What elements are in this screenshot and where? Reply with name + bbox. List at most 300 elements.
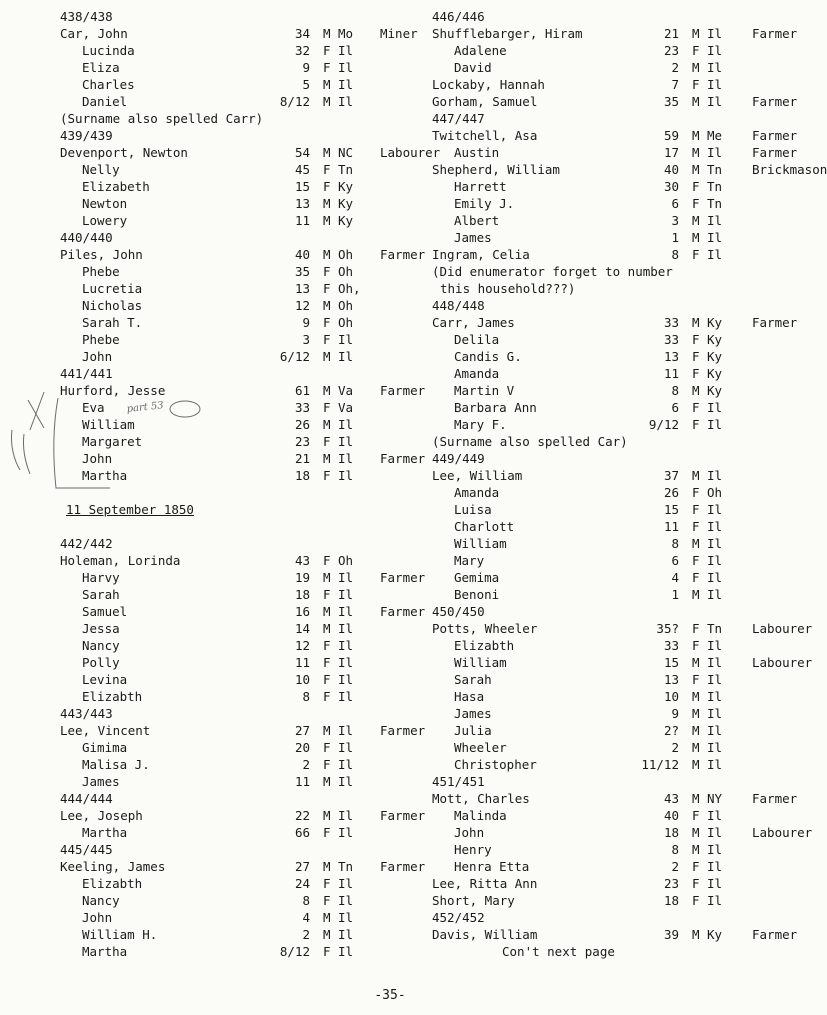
household-number [432,8,777,25]
household-head-row [432,926,798,943]
person-birthplace: Il [338,774,354,789]
person-birthplace: Oh [707,485,723,500]
person-name: Davis, William [432,927,538,942]
household-member-row [432,501,777,518]
person-birthplace: Il [707,859,723,874]
spacer [60,518,400,535]
person-sex: M [323,26,331,41]
person-name: Harrett [454,179,507,194]
person-sex: M [323,383,331,398]
person-sex: M [323,859,331,874]
person-sex: F [692,400,700,415]
person-age: 21 [663,26,679,41]
person-birthplace: Il [338,94,354,109]
person-name: William [454,655,507,670]
household-number-text: 447/447 [432,111,485,126]
person-occupation: Farmer [752,128,798,143]
person-birthplace: Il [707,230,723,245]
person-birthplace: Oh [338,298,354,313]
person-name: Lowery [82,213,128,228]
person-age: 43 [663,791,679,806]
person-birthplace: Il [707,672,723,687]
household-member-row [60,450,426,467]
household-member-row [432,365,777,382]
person-occupation: Farmer [380,808,426,823]
household-member-row [432,824,813,841]
person-sex: F [692,77,700,92]
household-number [60,841,400,858]
person-sex: M [323,349,331,364]
person-age: 30 [663,179,679,194]
person-name: Jessa [82,621,120,636]
continuation-note [432,943,777,960]
person-sex: M [692,842,700,857]
person-age: 27 [294,723,310,738]
spacer [60,484,400,501]
household-head-row [432,892,777,909]
person-sex: F [692,349,700,364]
person-age: 34 [294,26,310,41]
person-name: Gemima [454,570,500,585]
person-age: 45 [294,162,310,177]
note-text: this household???) [440,281,576,296]
person-sex: F [692,179,700,194]
person-birthplace: Il [707,94,723,109]
person-sex: M [692,230,700,245]
person-age: 6 [671,400,679,415]
person-sex: F [692,893,700,908]
person-sex: M [323,570,331,585]
note-text: (Surname also spelled Carr) [60,111,264,126]
person-occupation: Farmer [752,94,798,109]
person-age: 32 [294,43,310,58]
person-age: 35? [656,621,679,636]
person-name: Lee, Vincent [60,723,151,738]
person-age: 6 [671,553,679,568]
right-column [432,8,827,960]
household-member-row [60,739,400,756]
person-age: 19 [294,570,310,585]
person-age: 7 [671,77,679,92]
household-member-row [60,212,400,229]
person-birthplace: Ky [707,366,723,381]
household-number [432,297,777,314]
household-member-row [432,144,798,161]
person-birthplace: Il [707,723,723,738]
person-birthplace: Ky [338,179,354,194]
person-birthplace: Il [338,349,354,364]
household-member-row [60,433,400,450]
person-sex: M [692,383,700,398]
household-head-row [432,161,827,178]
person-birthplace: Il [707,26,723,41]
person-name: Julia [454,723,492,738]
person-birthplace: Mo [338,26,354,41]
person-age: 11 [663,366,679,381]
person-birthplace: Il [707,502,723,517]
person-birthplace: Il [338,757,354,772]
person-name: Lockaby, Hannah [432,77,545,92]
person-sex: M [692,723,700,738]
person-birthplace: Il [338,587,354,602]
household-member-row [432,416,777,433]
person-name: Phebe [82,332,120,347]
person-sex: F [692,638,700,653]
person-sex: F [323,587,331,602]
person-birthplace: Il [707,893,723,908]
person-name: Potts, Wheeler [432,621,538,636]
person-name: John [82,910,113,925]
household-member-row [432,569,777,586]
person-birthplace: Il [338,927,354,942]
person-age: 12 [294,638,310,653]
household-number-text: 450/450 [432,604,485,619]
household-member-row [60,773,400,790]
person-age: 11 [294,213,310,228]
person-name: Lucinda [82,43,135,58]
person-birthplace: Il [707,43,723,58]
person-age: 37 [663,468,679,483]
household-head-row [60,858,426,875]
household-member-row [60,331,400,348]
person-birthplace: Va [338,383,354,398]
person-sex: M [692,757,700,772]
person-birthplace: Oh [338,247,354,262]
person-name: John [82,349,113,364]
person-age: 17 [663,145,679,160]
household-member-row [432,382,777,399]
person-sex: F [692,859,700,874]
person-sex: F [323,825,331,840]
person-sex: M [323,247,331,262]
person-sex: F [323,60,331,75]
person-sex: M [692,825,700,840]
person-birthplace: Il [338,60,354,75]
person-name: Mary F. [454,417,507,432]
household-number-text: 442/442 [60,536,113,551]
household-member-row [432,841,777,858]
household-head-row [432,25,798,42]
person-name: Short, Mary [432,893,515,908]
person-birthplace: Il [707,400,723,415]
person-sex: M [692,536,700,551]
person-name: Albert [454,213,500,228]
household-member-row [60,467,400,484]
household-member-row [60,892,400,909]
person-age: 11/12 [641,757,679,772]
person-birthplace: Il [338,944,354,959]
person-age: 3 [302,332,310,347]
person-birthplace: Va [338,400,354,415]
household-member-row [432,59,777,76]
person-age: 23 [663,43,679,58]
person-sex: F [692,621,700,636]
person-name: Sarah T. [82,315,143,330]
household-number [432,773,777,790]
person-age: 13 [294,281,310,296]
person-occupation: Farmer [752,145,798,160]
person-occupation: Farmer [752,791,798,806]
household-number-text: 446/446 [432,9,485,24]
person-sex: M [323,910,331,925]
household-number-text: 443/443 [60,706,113,721]
person-sex: F [323,876,331,891]
person-age: 33 [663,332,679,347]
person-birthplace: Ky [338,213,354,228]
person-age: 59 [663,128,679,143]
person-name: Keeling, James [60,859,166,874]
person-name: Charlott [454,519,515,534]
household-number-text: 452/452 [432,910,485,925]
person-occupation: Farmer [380,859,426,874]
person-sex: M [323,927,331,942]
person-birthplace: Il [707,825,723,840]
person-name: William H. [82,927,158,942]
person-age: 4 [671,570,679,585]
person-sex: F [692,553,700,568]
household-member-row [432,858,777,875]
person-sex: M [692,468,700,483]
person-sex: M [692,706,700,721]
person-sex: F [323,740,331,755]
person-name: Elizabeth [82,179,150,194]
person-age: 8 [671,536,679,551]
person-name: Delila [454,332,500,347]
enumeration-date-text: 11 September 1850 [66,502,194,517]
person-sex: F [323,179,331,194]
household-member-row [432,212,777,229]
person-name: Nicholas [82,298,143,313]
person-name: Amanda [454,366,500,381]
household-member-row [60,195,400,212]
person-birthplace: Il [707,519,723,534]
person-age: 6 [671,196,679,211]
household-member-row [432,229,777,246]
person-name: Adalene [454,43,507,58]
annotation-note: part 53 [126,400,165,415]
person-birthplace: Tn [707,621,723,636]
person-sex: F [692,876,700,891]
person-name: Elizabth [82,876,143,891]
person-birthplace: Il [338,468,354,483]
person-occupation: Farmer [380,383,426,398]
person-age: 1 [671,587,679,602]
person-birthplace: Il [707,587,723,602]
person-sex: M [692,94,700,109]
person-age: 8 [671,247,679,262]
person-birthplace: Il [707,536,723,551]
household-head-row [60,552,400,569]
person-birthplace: Il [338,451,354,466]
household-member-row [60,263,400,280]
person-name: Holeman, Lorinda [60,553,181,568]
person-sex: M [323,774,331,789]
person-occupation: Miner [380,26,418,41]
household-member-row [432,484,777,501]
person-birthplace: NY [707,791,723,806]
household-member-row [60,161,400,178]
household-head-row [60,144,441,161]
person-name: Eliza [82,60,120,75]
person-age: 10 [663,689,679,704]
person-sex: F [692,519,700,534]
person-sex: F [323,332,331,347]
person-age: 8 [671,842,679,857]
person-name: Sarah [454,672,492,687]
enumeration-date [60,501,400,518]
person-name: Shufflebarger, Hiram [432,26,583,41]
person-age: 11 [663,519,679,534]
person-age: 9 [302,60,310,75]
person-age: 11 [294,774,310,789]
person-age: 15 [663,655,679,670]
household-number [432,909,777,926]
household-member-row [432,739,777,756]
person-name: James [82,774,120,789]
household-head-row [432,875,777,892]
person-sex: M [692,162,700,177]
person-name: Wheeler [454,740,507,755]
household-member-row [60,42,400,59]
person-name: Luisa [454,502,492,517]
person-age: 20 [294,740,310,755]
person-occupation: Labourer [752,621,813,636]
person-birthplace: Il [338,570,354,585]
person-sex: F [323,672,331,687]
person-birthplace: Oh, [338,281,361,296]
person-sex: M [692,213,700,228]
person-birthplace: Il [338,689,354,704]
person-age: 26 [663,485,679,500]
person-birthplace: Il [707,655,723,670]
person-age: 43 [294,553,310,568]
person-birthplace: Ky [707,349,723,364]
person-name: Mott, Charles [432,791,530,806]
person-name: Newton [82,196,128,211]
person-age: 12 [294,298,310,313]
person-name: Sarah [82,587,120,602]
household-head-row [432,93,798,110]
person-birthplace: Il [707,570,723,585]
person-name: William [454,536,507,551]
person-sex: M [323,723,331,738]
household-member-row [60,348,400,365]
left-column [60,8,441,960]
person-birthplace: Il [338,672,354,687]
person-birthplace: Il [707,468,723,483]
person-age: 40 [294,247,310,262]
person-name: Nancy [82,638,120,653]
person-name: Lee, Joseph [60,808,143,823]
continuation-text: Con't next page [502,944,615,959]
person-name: Elizabth [454,638,515,653]
person-birthplace: Ky [707,927,723,942]
person-sex: M [323,145,331,160]
person-sex: M [323,77,331,92]
household-member-row [60,824,400,841]
person-sex: F [692,196,700,211]
person-age: 8/12 [279,944,310,959]
household-member-row [60,297,400,314]
household-member-row [432,705,777,722]
person-sex: F [323,162,331,177]
person-birthplace: Il [338,723,354,738]
person-sex: F [692,485,700,500]
person-age: 66 [294,825,310,840]
household-number-text: 445/445 [60,842,113,857]
person-name: James [454,706,492,721]
person-age: 33 [663,638,679,653]
household-member-row [60,569,426,586]
household-number [432,450,777,467]
person-name: Martin V [454,383,515,398]
person-age: 13 [663,672,679,687]
person-sex: M [323,213,331,228]
person-age: 18 [294,468,310,483]
person-age: 9 [302,315,310,330]
person-sex: M [323,94,331,109]
person-sex: M [323,808,331,823]
person-age: 14 [294,621,310,636]
person-name: Carr, James [432,315,515,330]
person-birthplace: Il [707,213,723,228]
person-sex: F [692,417,700,432]
person-birthplace: Ky [338,196,354,211]
person-sex: F [323,689,331,704]
person-sex: F [323,434,331,449]
person-birthplace: Il [338,332,354,347]
person-age: 4 [302,910,310,925]
household-member-row [60,603,426,620]
person-age: 8/12 [279,94,310,109]
person-birthplace: Il [338,621,354,636]
person-name: Eva [82,400,105,415]
person-name: Gimima [82,740,128,755]
person-birthplace: Il [338,910,354,925]
person-age: 40 [663,162,679,177]
person-age: 13 [294,196,310,211]
person-name: Nelly [82,162,120,177]
person-name: Hurford, Jesse [60,383,166,398]
person-birthplace: Me [707,128,723,143]
person-birthplace: Il [338,655,354,670]
person-name: Ingram, Celia [432,247,530,262]
household-member-row [432,671,777,688]
person-birthplace: Il [707,247,723,262]
person-sex: F [692,672,700,687]
person-sex: F [692,43,700,58]
person-birthplace: Il [338,876,354,891]
person-sex: F [692,502,700,517]
person-birthplace: Il [707,876,723,891]
person-sex: M [323,298,331,313]
person-name: Nancy [82,893,120,908]
person-sex: M [692,128,700,143]
household-number [60,790,400,807]
person-age: 27 [294,859,310,874]
household-head-row [60,246,426,263]
person-occupation: Farmer [380,570,426,585]
person-occupation: Labourer [752,655,813,670]
person-age: 13 [663,349,679,364]
person-sex: M [692,791,700,806]
person-birthplace: Il [338,434,354,449]
person-age: 35 [663,94,679,109]
household-head-row [60,382,426,399]
household-member-row [432,552,777,569]
person-name: Amanda [454,485,500,500]
household-head-row [60,25,418,42]
